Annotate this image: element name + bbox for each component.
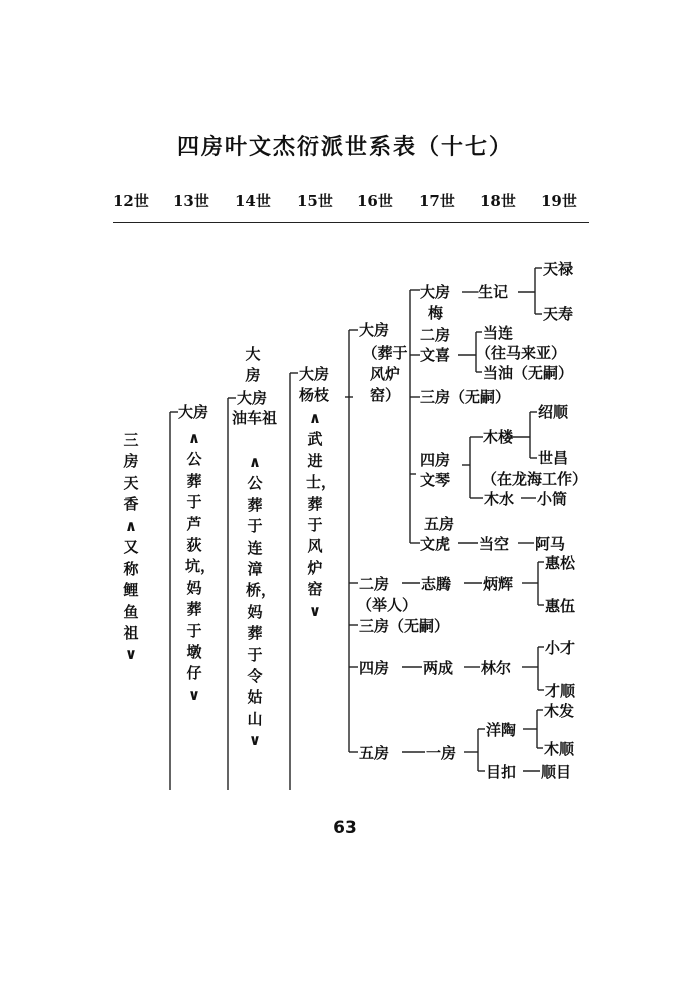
g16-2-note: （举人） [357, 596, 418, 614]
g17-2-title: 二房 [420, 326, 451, 344]
g18-2b: 当油（无嗣） [483, 364, 574, 382]
g13-title: 大房 [178, 403, 209, 421]
g17-2-name: 文喜 [420, 346, 451, 364]
g13-note: ∧公葬于芦荻坑，妈葬于墩仔∨ [185, 429, 216, 704]
g19-4a2: 世昌 [538, 449, 569, 467]
g18-7: 林尔 [481, 659, 512, 677]
g19-4b: 小筒 [537, 490, 568, 508]
g15-title: 大房 [299, 365, 330, 383]
g16-1-title: 大房 [359, 321, 390, 339]
g19-5: 阿马 [535, 535, 566, 553]
page-number: 63 [333, 818, 357, 838]
g18-8a: 洋陶 [486, 721, 517, 739]
g17-4-title: 四房 [420, 451, 451, 469]
generation-header-12: 12世 [113, 192, 149, 210]
g19-1a: 天禄 [543, 260, 574, 278]
g19-6b: 惠伍 [545, 597, 576, 615]
g14-header: 大房 [245, 345, 261, 385]
page-title: 四房叶文杰衍派世系表（十七） [176, 135, 513, 160]
g17-7: 两成 [423, 659, 454, 677]
g18-4a: 木楼 [483, 428, 514, 446]
g16-1-note: （葬于风炉窑） [362, 344, 408, 404]
g19-7a: 小才 [545, 639, 576, 657]
g19-4a2-note: （在龙海工作） [482, 470, 588, 488]
g17-4-name: 文琴 [420, 471, 451, 489]
g18-2a: 当连 [483, 324, 514, 342]
g18-1: 生记 [478, 283, 509, 301]
generation-header-15: 15世 [297, 192, 333, 210]
g18-6: 炳辉 [483, 575, 514, 593]
g18-8b: 目扣 [486, 763, 517, 781]
g16-3: 三房（无嗣） [359, 617, 450, 635]
g19-4a1: 绍顺 [538, 403, 569, 421]
g15-name: 杨枝 [299, 386, 330, 404]
generation-header-16: 16世 [357, 192, 393, 210]
g16-5: 五房 [359, 744, 390, 762]
generation-header-14: 14世 [235, 192, 271, 210]
g17-8: 一房 [426, 744, 457, 762]
g17-1-name: 梅 [428, 304, 444, 322]
g16-2-title: 二房 [359, 575, 390, 593]
g14-title: 大房 [237, 389, 268, 407]
g14-name: 油车祖 [232, 409, 278, 427]
g17-3: 三房（无嗣） [420, 388, 511, 406]
generation-header-19: 19世 [541, 192, 577, 210]
g19-7b: 才顺 [545, 682, 576, 700]
g14-note: ∧公葬于连漳桥，妈葬于令姑山∨ [246, 453, 277, 750]
g12-name: 三房天香 [123, 431, 139, 514]
generation-header-18: 18世 [480, 192, 516, 210]
g17-1-title: 大房 [420, 283, 451, 301]
g18-4b: 木水 [484, 490, 515, 508]
g17-5-name: 文虎 [420, 535, 451, 553]
g19-6a: 惠松 [545, 554, 576, 572]
g15-note: ∧武进士，葬于风炉窑∨ [306, 409, 337, 620]
g18-2a-note: （往马来亚） [476, 344, 567, 362]
generation-header-17: 17世 [419, 192, 455, 210]
generation-header-13: 13世 [173, 192, 209, 210]
g16-4: 四房 [359, 659, 390, 677]
g12-note: ∧又称鲤鱼祖∨ [123, 517, 139, 664]
g18-5: 当空 [479, 535, 510, 553]
g19-8b: 顺目 [541, 763, 572, 781]
g19-8a2: 木顺 [544, 740, 575, 758]
g17-6: 志腾 [421, 575, 452, 593]
g19-8a1: 木发 [544, 702, 575, 720]
g19-1b: 天寿 [543, 305, 574, 323]
g17-5-title: 五房 [424, 515, 455, 533]
